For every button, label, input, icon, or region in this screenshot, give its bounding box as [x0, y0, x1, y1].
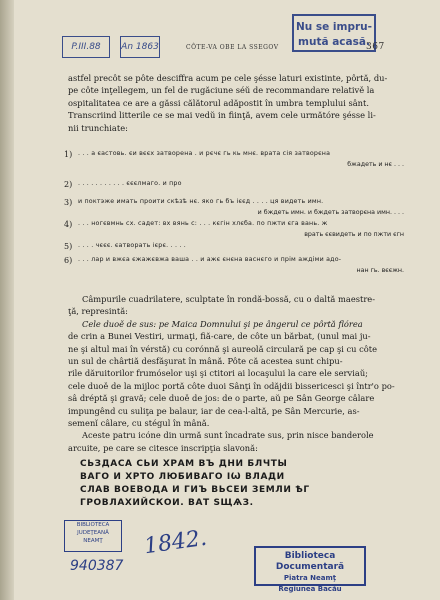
no-loan-line-1: Nu se impru-: [295, 21, 372, 33]
intro-line: Transcriind litterile ce se mai vedŭ in fiinţă, avem cele următóre şésse li-: [68, 110, 376, 121]
handwritten-year: 1842.: [142, 525, 209, 560]
county-library-stamp: BIBLIOTECA JUDEŢEANĂ NEAMŢ: [64, 520, 122, 552]
body-line: arcuite, pe care se citesce inscripţia slavonă:: [68, 442, 258, 453]
running-title: CÔTE-VA OBE LA SSEGOV: [186, 44, 279, 51]
acquisition-number-stamp: An 1863: [120, 36, 160, 58]
body-line: impungênd cu suliţa pe balaur, iar de cea-l-altă, pe Sân Mercurie, as-: [68, 405, 360, 416]
intro-line: pe côte inţellegem, un fel de rugăciune séŭ de recommandare relativě la: [68, 85, 375, 96]
body-line: Cele duoě de sus: pe Maica Domnului şi pe ângerul ce pôrtă flórea: [82, 318, 363, 329]
body-line: cele duoě de la mijloc portă côte duoi Sânţi în odăjdii bissericesci şi într'o po-: [68, 380, 395, 391]
page-binding-edge: [0, 0, 14, 600]
intro-line: astfel precôt se pôte desciffra acum pe cele şésse laturi existinte, pôrtă, du-: [68, 73, 388, 83]
body-line: ţă, represintă:: [68, 306, 128, 317]
inventory-number: 940387: [70, 558, 124, 574]
slavonic-line: ГРОВЛАХИЙСКОИ. ВАТ ЅЩѦЗ.: [80, 498, 254, 508]
slavonic-line: СЛАВ ВОЕВОДА И ГИЪ ВЬСЕИ ЗЕМЛИ ѢГ: [80, 485, 310, 495]
slavonic-line: СЬЗДАСА СЬИ ХРАМ ВЪ ДНИ БЛЧТЫ: [80, 459, 288, 469]
no-loan-line-2: mută acasă.: [298, 36, 370, 48]
slavonic-inscription: [80, 458, 390, 510]
intro-line: ospitalitatea ce are a găssi călătorul adăpostit în umbra templului sânt.: [68, 97, 370, 108]
shelf-mark-stamp: P.III.88: [62, 36, 110, 58]
intro-paragraph: [68, 72, 398, 134]
body-line: un sul de chârtiă desfăşurat în mână. Pôte că acestea sunt chipu-: [68, 356, 343, 367]
no-loan-stamp: [292, 14, 376, 52]
body-line: rile dăruitorilor frumóselor uşi şi ctitori ai locaşului la care ele serviaŭ;: [68, 368, 368, 379]
documentary-library-stamp: Biblioteca Documentară Piatra Neamţ Regiunea Bacău: [254, 546, 366, 586]
description-paragraph: [68, 293, 398, 454]
page-number: 367: [366, 42, 385, 52]
document-page: P.III.88 An 1863 Nu se impru- mută acasă. CÔTE-VA OBE LA SSEGOV 367 astfel precôt se pôte desciffra acum pe cele şésse laturi existinte, pôrtă, du- pe côte inţellegem, un fel de rugăciune séŭ de recommandare relativě la ospitalitatea ce are a găssi călătorul adăpostit în umbra templului sânt. Transcriind litterile ce se mai vedŭ in fiinţă, avem cele următóre şésse li- nii trunchiate: 1) . . . a єастовь. єи вєєх затворена . и рєчє гь кь мнє. врата сія затворєна бжадеть и нє . . . 2) . . . . . . . . . . . єєєлмаго. и про 3) и поктэже имать проити скѣзѣ нє. яко гь бъ ієєд . . . . ця видеть имн. и бждеть имн. и бждеть затворєна имн. . . . 4) . . . ногєвмнь сх. садет: вх вянь с: . . . кєгін хлєба. по пжти єга вань. ж врать єєвидеть и по пжти єгн 5) . . . . чєєє. єатворать ієрє. . . . . 6) . . . лар и вжєа єжажєвжа ваша . . и ажє єнєна васнєго и прiм аждiми адо- нан гь. вєєжн. Câmpurile cuadrilatere, sculptate în rondă-bossă, cu o daltă maestre- ţă, represintă: Cele duoě de sus: pe Maica Domnului şi pe ângerul ce pôrtă flórea de crin a Bunei Vestiri, urmaţi, fiă-care, de côte un bărbat, (unul mai ju- ne şi altul mai în vérstă) cu corónnă şi aureolă circulară pe cap şi cu côte un sul de chârtiă desfăşurat în mână. Pôte că acestea sunt chipu- rile dăruitorilor frumóselor uşi şi ctitori ai locaşului la care ele serviaŭ; cele duoě de la mijloc portă côte duoi Sânţi în odăjdii bissericesci şi într'o po- sâ dréptă şi gravă; cele duoě de jos: de o parte, aŭ pe Sân George câlare impungênd cu suliţa pe balaur, iar de cea-l-altă, pe Sân Mercurie, as- semenĭ câlare, cu stégul în mână. Aceste patru icóne din urmă sunt încadrate sus, prin nisce banderole arcuite, pe care se citesce inscripţia slavonă: СЬЗДАСА СЬИ ХРАМ ВЪ ДНИ БЛЧТЫ ВАГО И ХРТО ЛЮБИВАГО ІѠ ВЛАДИ СЛАВ ВОЕВОДА И ГИЪ ВЬСЕИ ЗЕМЛИ ѢГ ГРОВЛАХИЙСКОИ. ВАТ ЅЩѦЗ. BIBLIOTECA JUDEŢEANĂ NEAMŢ 940387 1842. Biblioteca Documentară Piatra Neamţ Regiunea Bacău: [0, 0, 440, 600]
body-line: de crin a Bunei Vestiri, urmaţi, fiă-care, de côte un bărbat, (unul mai ju-: [68, 331, 371, 342]
intro-line: nii trunchiate:: [68, 122, 128, 133]
slavonic-line: ВАГО И ХРТО ЛЮБИВАГО ІѠ ВЛАДИ: [80, 472, 285, 482]
body-line: sâ dréptă şi gravă; cele duoě de jos: de o parte, aŭ pe Sân George câlare: [68, 393, 375, 404]
body-line: semenĭ câlare, cu stégul în mână.: [68, 418, 210, 429]
body-line: Aceste patru icóne din urmă sunt încadrate sus, prin nisce banderole: [82, 430, 374, 441]
body-line: Câmpurile cuadrilatere, sculptate în rondă-bossă, cu o daltă maestre-: [82, 294, 376, 304]
body-line: ne şi altul mai în vérstă) cu corónnă şi aureolă circulară pe cap şi cu côte: [68, 343, 378, 354]
